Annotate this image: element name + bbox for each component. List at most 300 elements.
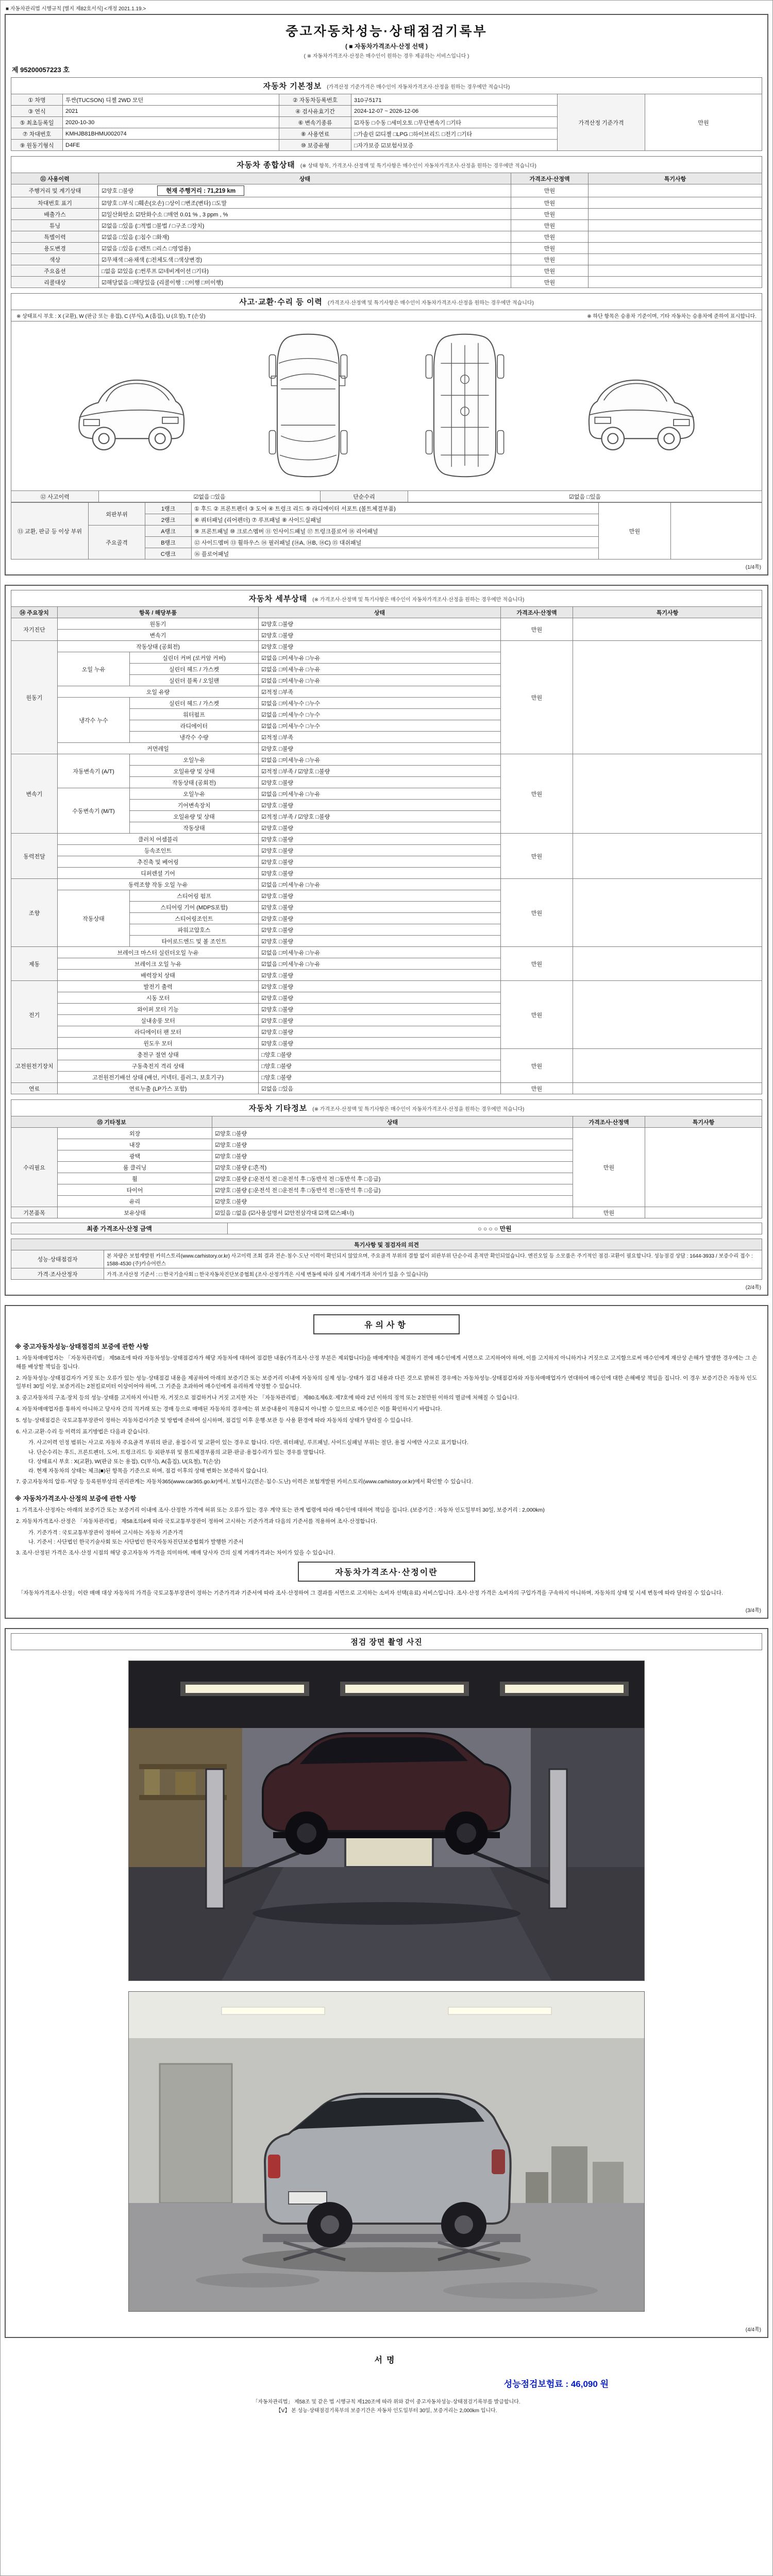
notice-sub-item: 다. 상태표시 부호 : X(교환), W(판금 또는 용접), C(부식), A(흠집), U(요철), T(손상) xyxy=(28,1458,221,1465)
cell: 특기사항 xyxy=(573,607,762,618)
cell xyxy=(589,184,762,197)
table-row xyxy=(11,243,762,254)
notice-sub-item: 나. 기준서 : 사단법인 한국기술사회 또는 사단법인 한국자동차진단보증협회가 발행한 기준서 xyxy=(28,1539,244,1546)
notice-item: 7. 중고자동차의 압류·저당 등 등록원부상의 권리관계는 자동차365(www.car365.go.kr)에서, 보험사고(전손·침수·도난) 이력은 보험개발원 카히스토리(www.carhistory.or.kr)에서 확인할 수 있습니다. xyxy=(16,1479,473,1485)
inspection-fee xyxy=(10,2377,763,2389)
cell: ① 차명 xyxy=(11,94,63,106)
cell: 튜닝 xyxy=(11,220,99,231)
cell: □가솔린 ☑디젤 □LPG □하이브리드 □전기 □기타 xyxy=(351,128,558,140)
section-band-photos xyxy=(11,1633,762,1650)
basic-info-table xyxy=(11,94,762,151)
cell: 만원 xyxy=(501,947,573,981)
cell: ☑없음 □미세누유 □누유 xyxy=(259,788,501,800)
cell: 구동축전지 격리 상태 xyxy=(58,1060,259,1072)
cell: ☑없음 □미세누수 □누수 xyxy=(259,720,501,732)
cell: ☑양호 □불량 (□흔적) xyxy=(212,1162,573,1173)
cell xyxy=(589,254,762,265)
cell: 제동 xyxy=(11,947,58,981)
cell: 성능·상태점검자 xyxy=(11,1250,104,1268)
car-diagram-top xyxy=(267,331,349,481)
cell: 만원 xyxy=(573,1207,645,1218)
cell: ☑해당없음 □해당있음 (리콜이행 : □이행 □미이행) xyxy=(99,277,511,288)
inspection-fee-label: 성능점검보험료 : xyxy=(503,2379,569,2389)
table-row xyxy=(11,94,762,106)
cell xyxy=(589,243,762,254)
cell: ☑없음 □미세누유 □누유 xyxy=(259,879,501,890)
cell: 원동기 xyxy=(11,641,58,754)
cell: 주행거리 및 계기상태 xyxy=(11,184,99,197)
notices-section-b-title: ※ 자동차가격조사·산정의 보증에 관한 사항 xyxy=(15,1495,137,1503)
cell: 2021 xyxy=(63,106,279,117)
table xyxy=(11,173,762,288)
price-definition-body: 「자동차가격조사·산정」이란 매매 대상 자동차의 가격을 국토교통부장관이 정하는 기준가격과 기준서에 따라 조사·산정하여 그 결과를 서면으로 고지하는 소비자 선택(유료) 서비스입니다. 조사·산정 가격은 소비자의 구입가격을 구속하지 아니하며, 자동차의 상태 및 시세 변동에 따라 달라질 수 있습니다. xyxy=(18,1590,723,1597)
cell xyxy=(573,641,762,754)
cell: 만원 xyxy=(501,981,573,1049)
table-row xyxy=(11,197,762,209)
cell: ☑적정 □부족 / ☑양호 □불량 xyxy=(259,811,501,822)
table xyxy=(11,502,762,560)
cell: 스티어링 기어 (MDPS포함) xyxy=(130,902,259,913)
cell: 와이퍼 모터 기능 xyxy=(58,1004,259,1015)
cell: 실린더 헤드 / 가스켓 xyxy=(130,664,259,675)
cell: ⑧ 사용연료 xyxy=(279,128,351,140)
cell: 실린더 커버 (로커암 커버) xyxy=(130,652,259,664)
cell xyxy=(589,231,762,243)
table-row xyxy=(11,1083,762,1094)
cell: ⑥ 변속기종류 xyxy=(279,117,351,128)
table-row xyxy=(11,1223,762,1234)
cell: ⑫ 사고이력 xyxy=(11,491,99,502)
footer-line-2: 【Ⅴ】 본 성능·상태점검기록부의 보증기간은 자동차 인도일부터 30일, 보증거리는 2,000km 입니다. xyxy=(276,2408,497,2414)
notices-section-a-list xyxy=(11,1354,762,1486)
cell: 특별이력 xyxy=(11,231,99,243)
cell: 특기사항 xyxy=(645,1116,762,1128)
page-subtitle-2: ( ※ 자동차가격조사·산정은 매수인이 원하는 경우 제공하는 서비스입니다 ) xyxy=(304,54,469,59)
accident-status-table xyxy=(11,490,762,502)
form-reference: ■ 자동차관리법 시행규칙 [별지 제82호서식] <개정 2021.1.19.> xyxy=(6,6,146,12)
etc-info-table xyxy=(11,1116,762,1218)
table-row xyxy=(11,1207,762,1218)
accident-parts-table xyxy=(11,502,762,560)
cell: 만원 xyxy=(501,754,573,834)
cell: 내장 xyxy=(58,1139,212,1150)
cell xyxy=(645,1207,762,1218)
footer-line-1: 「자동차관리법」 제58조 및 같은 법 시행규칙 제120조에 따라 위와 같이 중고자동차성능·상태점검기록부를 발급합니다. xyxy=(253,2399,520,2405)
cell: ☑없음 □미세누유 □누유 xyxy=(259,947,501,958)
table-row xyxy=(11,618,762,630)
cell: ☑양호 □불량 xyxy=(212,1196,573,1207)
cell: ① 후드 ② 프론트펜더 ③ 도어 ④ 트렁크 리드 ⑤ 라디에이터 서포트 (볼트체결부품) xyxy=(192,503,599,514)
table-row xyxy=(11,209,762,220)
notices-section-b-list xyxy=(11,1506,762,1557)
cell: ☑없음 □있음 xyxy=(99,491,321,502)
cell: ⑫ 사이드멤버 ⑬ 휠하우스 ⑭ 필러패널 (⑭A, ⑭B, ⑭C) ⑮ 대쉬패널 xyxy=(192,537,599,548)
cell: 오일유량 및 상태 xyxy=(130,811,259,822)
section-title: 점검 장면 촬영 사진 xyxy=(350,1638,423,1647)
table-row xyxy=(11,1268,762,1280)
notice-sub-item: 가. 사고이력 인정 범위는 사고로 자동차 주요골격 부위의 판금, 용접수리 및 교환이 있는 경우로 합니다. 다만, 쿼터패널, 루프패널, 사이드실패널 부위는 절단, 용접 시에만 사고로 표기합니다. xyxy=(28,1439,469,1446)
cell: 가격조사·산정액 xyxy=(501,607,573,618)
cell: ☑양호 □불량 현재 주행거리 : 71,219 km xyxy=(99,184,511,197)
cell: 라디에이터 xyxy=(130,720,259,732)
price-definition-title-box: 자동차가격조사·산정이란 xyxy=(298,1562,475,1582)
table-row xyxy=(11,231,762,243)
notice-item: 1. 가격조사·산정자는 아래의 보증기간 또는 보증거리 이내에 조사·산정한 가격에 허위 또는 오류가 있는 경우 계약 또는 관계 법령에 따라 매수인에 대하여 책임을 집니다. (보증기간 : 자동차 인도일부터 30일, 보증거리 : 2,000km) xyxy=(16,1507,545,1514)
section-note: (가격조사·산정액 및 특기사항은 매수인이 자동차가격조사·산정을 원하는 경우에만 적습니다) xyxy=(327,300,534,306)
page-mark: (3/4쪽) xyxy=(745,1608,761,1614)
cell: □양호 □불량 xyxy=(259,1072,501,1083)
cell: 상태 xyxy=(259,607,501,618)
cell: ☑없음 □있음 (□침수 □화재) xyxy=(99,231,511,243)
notice-item: 6. 사고·교환·수리 등 이력의 표기방법은 다음과 같습니다. xyxy=(16,1428,150,1435)
cell: ☑없음 □있음 (□적법 □불법 / □구조 □장치) xyxy=(99,220,511,231)
cell: 유리 xyxy=(58,1196,212,1207)
notice-item: 2. 자동차성능·상태점검자가 거짓 또는 오류가 있는 성능·상태점검 내용을 제공하여 아래의 보증기간 또는 보증거리 이내에 자동차의 실제 성능·상태가 점검 내용과 다른 것으로 밝혀진 경우에는 자동차성능·상태점검자와 자동차매매업자가 연대하여 매수인에 대한 손해배상 책임을 집니다. 이 경우 보증기간은 자동차 인도일부터 30일 이상, 보증거리는 2천킬로미터 이상이어야 하며, 그 기준을 초과하여 매수인에게 유리하게 약정할 수 있습니다. xyxy=(16,1375,757,1390)
cell xyxy=(573,947,762,981)
cell xyxy=(573,834,762,879)
cell: 작동상태 (공회전) xyxy=(58,641,259,652)
inspector-opinion-table xyxy=(11,1239,762,1280)
cell xyxy=(573,879,762,947)
accident-legend-2: ※ 하단 항목은 승용차 기준이며, 기타 자동차는 승용차에 준하여 표시합니다. xyxy=(587,314,757,319)
cell: 2024-12-07 ~ 2026-12-06 xyxy=(351,106,558,117)
block-detail-etc xyxy=(5,585,768,1296)
cell: ⑨ 원동기형식 xyxy=(11,140,63,151)
cell: ☑적정 □부족 xyxy=(259,732,501,743)
cell: C랭크 xyxy=(145,548,192,560)
cell: ☑양호 □불량 xyxy=(259,936,501,947)
cell: 작동상태 xyxy=(130,822,259,834)
cell: ☑양호 □불량 xyxy=(259,641,501,652)
cell: ☑있음 □없음 (☑사용설명서 ☑안전삼각대 ☑잭 ☑스패너) xyxy=(212,1207,573,1218)
accident-legend-row xyxy=(11,310,762,321)
cell: ☑양호 □불량 xyxy=(259,618,501,630)
car-diagram-rear xyxy=(580,349,704,463)
cell: ☑양호 □불량 xyxy=(259,1038,501,1049)
overall-state-table xyxy=(11,173,762,288)
table-row xyxy=(11,220,762,231)
cell: 작동상태 xyxy=(58,890,130,947)
cell: 수동변속기 (M/T) xyxy=(58,788,130,834)
cell: 단순수리 xyxy=(321,491,408,502)
cell xyxy=(589,209,762,220)
cell: 만원 xyxy=(501,641,573,754)
cell: 투싼(TUCSON) 디젤 2WD 모던 xyxy=(63,94,279,106)
page-mark: (2/4쪽) xyxy=(745,1285,761,1291)
table-row xyxy=(11,1049,762,1060)
cell: 배출가스 xyxy=(11,209,99,220)
block-notices xyxy=(5,1305,768,1619)
cell: ☑없음 □미세누수 □누수 xyxy=(259,709,501,720)
cell xyxy=(573,754,762,834)
cell: 작동상태 (공회전) xyxy=(130,777,259,788)
cell xyxy=(573,1083,762,1094)
cell: 주요옵션 xyxy=(11,265,99,277)
cell: 동력조향 작동 오일 누유 xyxy=(58,879,259,890)
cell: □양호 □불량 xyxy=(259,1049,501,1060)
table-row xyxy=(11,981,762,992)
cell: 만원 xyxy=(501,834,573,879)
car-diagram-front xyxy=(69,349,193,463)
cell: 용도변경 xyxy=(11,243,99,254)
cell: ☑양호 □불량 xyxy=(259,890,501,902)
cell: 만원 xyxy=(511,197,589,209)
page-title: 중고자동차성능·상태점검기록부 xyxy=(285,24,488,39)
cell: B랭크 xyxy=(145,537,192,548)
cell: 만원 xyxy=(501,879,573,947)
cell: ☑없음 □있음 (□렌트 □리스 □영업용) xyxy=(99,243,511,254)
cell xyxy=(645,1128,762,1207)
cell: 최종 가격조사·산정 금액 xyxy=(11,1223,228,1234)
cell: 만원 xyxy=(511,277,589,288)
cell: 라디에이터 팬 모터 xyxy=(58,1026,259,1038)
cell: 색상 xyxy=(11,254,99,265)
cell: 상태 xyxy=(99,173,511,184)
cell: ☑양호 □불량 xyxy=(259,924,501,936)
cell: 기어변속장치 xyxy=(130,800,259,811)
notice-item: 3. 조사·산정된 가격은 조사·산정 시점의 해당 중고자동차 가격을 의미하며, 매매 당사자 간의 실제 거래가격과는 차이가 있을 수 있습니다. xyxy=(16,1550,335,1556)
cell: ☑적정 □부족 / ☑양호 □불량 xyxy=(259,766,501,777)
cell: 만원 xyxy=(645,94,762,151)
cell: ③ 연식 xyxy=(11,106,63,117)
cell: 만원 xyxy=(511,220,589,231)
signature-label: 서명 xyxy=(374,2356,399,2365)
cell: ④ 검사유효기간 xyxy=(279,106,351,117)
table-row xyxy=(11,1128,762,1139)
cell: 배력장치 상태 xyxy=(58,970,259,981)
block-basic-overall-accident xyxy=(5,14,768,575)
table-row xyxy=(11,947,762,958)
cell: 외장 xyxy=(58,1128,212,1139)
cell: ☑양호 □불량 xyxy=(259,868,501,879)
document-sheet xyxy=(1,1,772,2426)
cell: 리콜대상 xyxy=(11,277,99,288)
table-row xyxy=(11,277,762,288)
cell xyxy=(671,503,762,560)
cell: 만원 xyxy=(511,243,589,254)
car-diagram-underbody xyxy=(424,331,506,481)
cell: 클러치 어셈블리 xyxy=(58,834,259,845)
cell: 2랭크 xyxy=(145,514,192,526)
table-row xyxy=(11,173,762,184)
inspection-photo-1 xyxy=(128,1660,645,1981)
odometer-box: 현재 주행거리 : 71,219 km xyxy=(157,185,244,196)
cell: ☑양호 □부식 □훼손(오손) □상이 □변조(변타) □도말 xyxy=(99,197,511,209)
section-note: (※ 상태 항목, 가격조사·산정액 및 특기사항은 매수인이 자동차가격조사·산정을 원하는 경우에만 적습니다) xyxy=(300,163,536,169)
cell: 스티어링 펌프 xyxy=(130,890,259,902)
cell: 만원 xyxy=(511,231,589,243)
cell: 보유상태 xyxy=(58,1207,212,1218)
cell: 디퍼렌셜 기어 xyxy=(58,868,259,879)
notice-item: 3. 중고자동차의 구조·장치 등의 성능·상태를 고지하지 아니한 자, 거짓으로 점검하거나 거짓 고지한 자는 「자동차관리법」 제80조제6호·제7호에 따라 2년 이하의 징역 또는 2천만원 이하의 벌금에 처해질 수 있습니다. xyxy=(16,1395,519,1401)
table-row xyxy=(11,503,762,514)
cell: ☑일산화탄소 ☑탄화수소 □매연 0.01 % , 3 ppm , % xyxy=(99,209,511,220)
cell: 스티어링조인트 xyxy=(130,913,259,924)
cell: 만원 xyxy=(511,184,589,197)
signature-zone xyxy=(5,2347,768,2426)
cell: 특기사항 및 점검자의 의견 xyxy=(11,1239,762,1250)
cell: ☑양호 □불량 xyxy=(259,822,501,834)
cell: ☑양호 □불량 xyxy=(212,1150,573,1162)
cell xyxy=(589,277,762,288)
detail-state-table xyxy=(11,606,762,1094)
cell: 브레이크 오일 누유 xyxy=(58,958,259,970)
cell: 타이로드엔드 및 볼 조인트 xyxy=(130,936,259,947)
cell: 만원 xyxy=(511,265,589,277)
cell: 310구5171 xyxy=(351,94,558,106)
cell: 커먼레일 xyxy=(58,743,259,754)
cell: 연료 xyxy=(11,1083,58,1094)
cell xyxy=(589,265,762,277)
section-title: 자동차 기본정보 xyxy=(263,82,322,91)
cell: 발전기 출력 xyxy=(58,981,259,992)
cell: ☑양호 □불량 xyxy=(212,1139,573,1150)
inspection-fee-value: 46,090 원 xyxy=(570,2379,609,2389)
cell: ☑없음 □미세누수 □누수 xyxy=(259,698,501,709)
notice-sub-item: 나. 단순수리는 후드, 프론트펜더, 도어, 트렁크리드 등 외판부위 및 볼트체결부품의 교환·판금·용접수리가 있는 경우를 말합니다. xyxy=(28,1449,326,1455)
notice-sub-item: 가. 기준가격 : 국토교통부장관이 정하여 고시하는 자동차 기준가격 xyxy=(28,1529,183,1536)
cell: 만원 xyxy=(573,1128,645,1207)
cell xyxy=(573,618,762,641)
cell: 자기진단 xyxy=(11,618,58,641)
cell xyxy=(589,220,762,231)
cell: 차대번호 표기 xyxy=(11,197,99,209)
cell: ☑양호 □불량 xyxy=(259,856,501,868)
cell: 타이어 xyxy=(58,1184,212,1196)
cell: ⑩ 보증유형 xyxy=(279,140,351,151)
cell: 파워고압호스 xyxy=(130,924,259,936)
final-price-table xyxy=(11,1223,762,1234)
cell xyxy=(573,1049,762,1083)
cell: ☑양호 □불량 (□운전석 전 □운전석 후 □동반석 전 □동반석 후 □응급) xyxy=(212,1184,573,1196)
cell xyxy=(573,981,762,1049)
notice-item: 4. 자동차매매업자를 통하지 아니하고 당사자 간의 직거래 또는 경매 등으로 매매된 자동차의 경우에는 위 보증내용이 적용되지 아니할 수 있으므로 매수인은 이를 확인하시기 바랍니다. xyxy=(16,1405,442,1412)
cell: ☑없음 □있음 xyxy=(408,491,762,502)
cell: ☑없음 □미세누유 □누유 xyxy=(259,754,501,766)
cell: ☑양호 □불량 xyxy=(259,834,501,845)
cell: 충전구 절연 상태 xyxy=(58,1049,259,1060)
table xyxy=(11,606,762,1094)
cell: □자가보증 ☑보험사보증 xyxy=(351,140,558,151)
cell: D4FE xyxy=(63,140,279,151)
table-row xyxy=(11,879,762,890)
table-row xyxy=(11,607,762,618)
cell: 실내송풍 모터 xyxy=(58,1015,259,1026)
cell: 만원 xyxy=(511,209,589,220)
cell: ☑없음 □미세누유 □누유 xyxy=(259,958,501,970)
section-title: 자동차 종합상태 xyxy=(237,161,295,170)
cell: ☑양호 □불량 xyxy=(259,913,501,924)
cell: KMHJB81BHMU002074 xyxy=(63,128,279,140)
table-row xyxy=(11,1239,762,1250)
cell: 실린더 블록 / 오일팬 xyxy=(130,675,259,686)
cell: ☑양호 □불량 xyxy=(259,992,501,1004)
cell: 만원 xyxy=(599,503,671,560)
notice-item: 5. 성능·상태점검은 국토교통부장관이 정하는 자동차검사기준 및 방법에 준하여 실시하며, 점검일 이후 운행·보관 등 사용 환경에 따라 자동차의 상태가 달라질 수 있습니다. xyxy=(16,1417,413,1423)
cell: 냉각수 누수 xyxy=(58,698,130,743)
cell: 룸 클리닝 xyxy=(58,1162,212,1173)
cell: ☑적정 □부족 xyxy=(259,686,501,698)
cell: 만원 xyxy=(501,1049,573,1083)
cell: 오일유량 및 상태 xyxy=(130,766,259,777)
accident-legend: ※ 상태표시 부호 : X (교환), W (판금 또는 용접), C (부식), A (흠집), U (요철), T (손상) xyxy=(16,314,206,319)
cell: 원동기 xyxy=(58,618,259,630)
cell: 자동변속기 (A/T) xyxy=(58,754,130,788)
cell: 추진축 및 베어링 xyxy=(58,856,259,868)
cell: 광택 xyxy=(58,1150,212,1162)
cell: ☑없음 □미세누유 □누유 xyxy=(259,675,501,686)
cell: ② 자동차등록번호 xyxy=(279,94,351,106)
notices-title-box: 유의사항 xyxy=(313,1314,460,1334)
table xyxy=(11,490,762,502)
table xyxy=(11,1223,762,1234)
cell: 주요골격 xyxy=(89,526,145,560)
cell: ⑮ 기타정보 xyxy=(11,1116,212,1128)
cell: 2020-10-30 xyxy=(63,117,279,128)
cell: 가격산정 기준가격 xyxy=(558,94,645,151)
notice-sub-item: 라. 현재 자동차의 상태는 체크(■)된 항목을 기준으로 하며, 점검 이후의 상태 변화는 보증하지 않습니다. xyxy=(28,1468,268,1475)
cell: 만원 xyxy=(501,618,573,641)
block-photos xyxy=(5,1628,768,2338)
cell: ☑없음 □미세누유 □누유 xyxy=(259,652,501,664)
cell: A랭크 xyxy=(145,526,192,537)
cell: 가격조사·산정액 xyxy=(573,1116,645,1128)
cell: ⑯ 플로어패널 xyxy=(192,548,599,560)
table-row xyxy=(11,641,762,652)
cell: 1랭크 xyxy=(145,503,192,514)
cell: 만원 xyxy=(501,1083,573,1094)
cell: □없음 ☑있음 (□썬루프 ☑네비게이션 □기타) xyxy=(99,265,511,277)
cell: 수리필요 xyxy=(11,1128,58,1207)
notice-item: 1. 자동차매매업자는 「자동차관리법」 제58조에 따라 자동차성능·상태점검자가 해당 자동차에 대하여 점검한 내용(가격조사·산정 부분은 제외합니다)을 매매계약을 체결하기 전에 매수인에게 서면으로 고지하여야 하며, 이를 고지하지 아니하거나 거짓으로 고지함으로써 매수인에게 재산상 손해가 발생한 경우에는 그 손해를 배상할 책임을 집니다. xyxy=(16,1355,757,1370)
cell: ☑양호 □불량 xyxy=(259,1026,501,1038)
table-row xyxy=(11,834,762,845)
cell: ⑥ 쿼터패널 (리어펜더) ⑦ 루프패널 ⑧ 사이드실패널 xyxy=(192,514,599,526)
cell: 등속조인트 xyxy=(58,845,259,856)
cell: 변속기 xyxy=(11,754,58,834)
section-title: 사고·교환·수리 등 이력 xyxy=(239,298,323,307)
page-mark: (1/4쪽) xyxy=(745,565,761,570)
cell: ☑양호 □불량 (□운전석 전 □운전석 후 □동반석 전 □동반석 후 □응급) xyxy=(212,1173,573,1184)
cell: 냉각수 수량 xyxy=(130,732,259,743)
inspection-photo-2 xyxy=(128,1991,645,2312)
cell: 만원 xyxy=(511,254,589,265)
cell: 브레이크 마스터 실린더오일 누유 xyxy=(58,947,259,958)
table xyxy=(11,1239,762,1280)
cell: ☑양호 □불량 xyxy=(259,800,501,811)
cell: ☑양호 □불량 xyxy=(259,630,501,641)
table-row xyxy=(11,1250,762,1268)
notices-section-a-title: ※ 중고자동차성능·상태점검의 보증에 관한 사항 xyxy=(15,1343,149,1350)
section-title: 자동차 세부상태 xyxy=(248,595,308,603)
cell xyxy=(589,197,762,209)
section-band-basic xyxy=(11,77,762,94)
section-band-detail xyxy=(11,590,762,606)
notice-item: 2. 자동차가격조사·산정은 「자동차관리법」 제58조의4에 따라 국토교통부장관이 정하여 고시하는 기준가격과 다음의 기준서를 적용하여 조사·산정합니다. xyxy=(16,1518,377,1525)
table-row xyxy=(11,491,762,502)
cell: ☑양호 □불량 xyxy=(212,1128,573,1139)
cell: ☑없음 □있음 xyxy=(259,1083,501,1094)
table-row xyxy=(11,754,762,766)
cell: 상태 xyxy=(212,1116,573,1128)
cell: ☑무채색 □유채색 (□전체도색 □색상변경) xyxy=(99,254,511,265)
section-note: (※ 가격조사·산정액 및 특기사항은 매수인이 자동차가격조사·산정을 원하는 경우에만 적습니다) xyxy=(312,1107,525,1112)
cell: ⑪ 사용이력 xyxy=(11,173,99,184)
cell: ☑양호 □불량 xyxy=(259,1015,501,1026)
cell: ⑦ 차대번호 xyxy=(11,128,63,140)
cell: ☑양호 □불량 xyxy=(259,845,501,856)
table-row xyxy=(11,254,762,265)
